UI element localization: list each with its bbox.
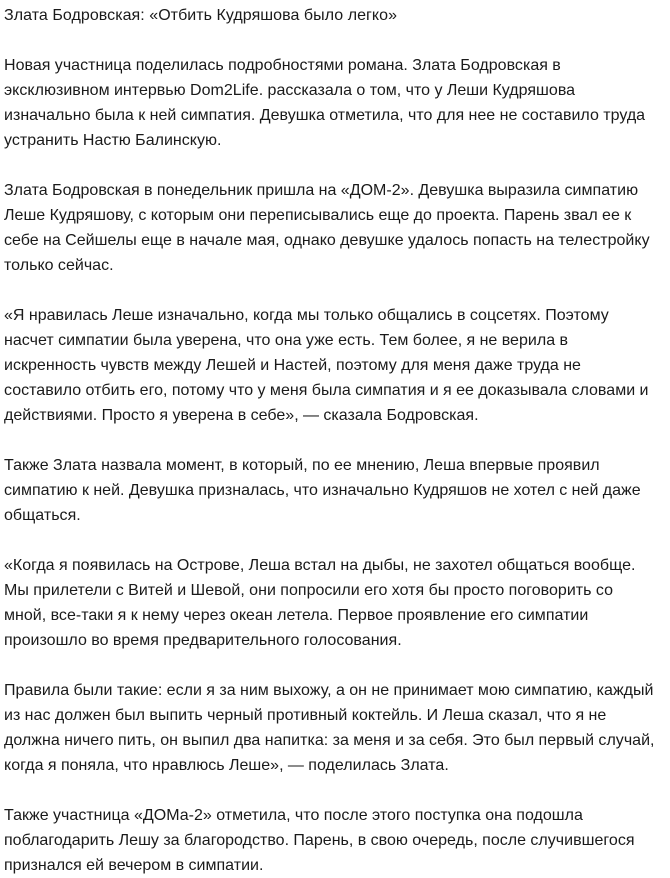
article-paragraph: «Когда я появилась на Острове, Леша встал на дыбы, не захотел общаться вообще. Мы прилетели с Витей и Шевой, они попросили его хотя бы просто поговорить со мной, все-таки я к нему через океан летела. Первое проявление его симпатии произошло во время предварительного голосования. bbox=[4, 557, 636, 649]
article-paragraph: Правила были такие: если я за ним выхожу, а он не принимает мою симпатию, каждый из нас должен был выпить черный противный коктейль. И Леша сказал, что я не должна ничего пить, он выпил два напитка: за меня и за себя. Это был первый случай, когда я поняла, что нравлюсь Леше», — поделилась Злата. bbox=[4, 682, 655, 774]
article-body bbox=[4, 53, 656, 878]
article-heading: Злата Бодровская: «Отбить Кудряшова было легко» bbox=[4, 7, 398, 24]
article-paragraph: Новая участница поделилась подробностями романа. Злата Бодровская в эксклюзивном интервью Dom2Life. рассказала о том, что у Леши Кудряшова изначально была к ней симпатия. Девушка отметила, что для нее не составило труда устранить Настю Балинскую. bbox=[4, 57, 646, 149]
article-paragraph: Также Злата назвала момент, в который, по ее мнению, Леша впервые проявил симпатию к ней. Девушка призналась, что изначально Кудряшов не хотел с ней даже общаться. bbox=[4, 457, 641, 524]
article-paragraph: Злата Бодровская в понедельник пришла на «ДОМ-2». Девушка выразила симпатию Леше Кудряшову, с которым они переписывались еще до проекта. Парень звал ее к себе на Сейшелы еще в начале мая, однако девушке удалось попасть на телестройку только сейчас. bbox=[4, 182, 650, 274]
article-paragraph: Также участница «ДОМа-2» отметила, что после этого поступка она подошла поблагодарить Лешу за благородство. Парень, в свою очередь, после случившегося признался ей вечером в симпатии. bbox=[4, 807, 635, 874]
article-paragraph: «Я нравилась Леше изначально, когда мы только общались в соцсетях. Поэтому насчет симпатии была уверена, что она уже есть. Тем более, я не верила в искренность чувств между Лешей и Настей, поэтому для меня даже труда не составило отбить его, потому что у меня была симпатия и я ее доказывала словами и действиями. Просто я уверена в себе», — сказала Бодровская. bbox=[4, 307, 649, 424]
